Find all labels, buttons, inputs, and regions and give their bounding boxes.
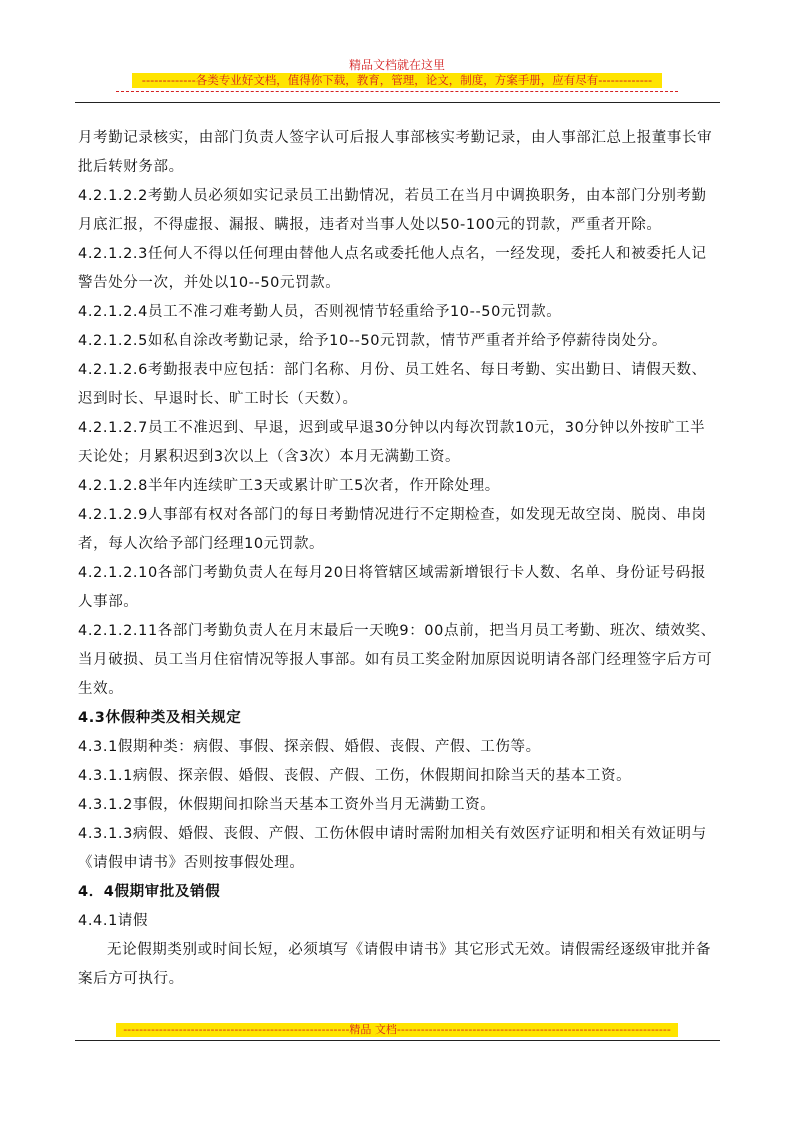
clause-4-2-1-2-8: 4.2.1.2.8半年内连续旷工3天或累计旷工5次者，作开除处理。: [78, 478, 500, 494]
clause-4-3-1-1: 4.3.1.1病假、探亲假、婚假、丧假、产假、工伤，休假期间扣除当天的基本工资。: [78, 768, 632, 784]
footer-banner: ---------------------------------------------------------精品 文档---------------------------------------------------------------------: [116, 1023, 678, 1037]
section-heading-4-3: 4.3休假种类及相关规定: [78, 710, 242, 726]
footer-rule: [75, 1040, 720, 1041]
clause-4-3-1-2: 4.3.1.2事假，休假期间扣除当天基本工资外当月无满勤工资。: [78, 797, 496, 813]
clause-4-2-1-2-6: 4.2.1.2.6考勤报表中应包括：部门名称、月份、员工姓名、每日考勤、实出勤日、请假天数、迟到时长、早退时长、旷工时长（天数）。: [78, 362, 707, 407]
clause-4-2-1-2-4: 4.2.1.2.4员工不准刁难考勤人员，否则视情节轻重给予10--50元罚款。: [78, 304, 562, 320]
paragraph: 月考勤记录核实，由部门负责人签字认可后报人事部核实考勤记录，由人事部汇总上报董事长审批后转财务部。: [78, 130, 713, 175]
clause-4-2-1-2-7: 4.2.1.2.7员工不准迟到、早退，迟到或早退30分钟以内每次罚款10元，30分钟以外按旷工半天论处；月累积迟到3次以上（含3次）本月无满勤工资。: [78, 420, 706, 465]
section-heading-4-4: 4．4假期审批及销假: [78, 884, 221, 900]
header-title: 精品文档就在这里: [348, 58, 445, 72]
clause-4-2-1-2-3: 4.2.1.2.3任何人不得以任何理由替他人点名或委托他人点名，一经发现，委托人和被委托人记警告处分一次，并处以10--50元罚款。: [78, 246, 707, 291]
document-body: [78, 124, 720, 994]
clause-4-2-1-2-10: 4.2.1.2.10各部门考勤负责人在每月20日将管辖区域需新增银行卡人数、名单、身份证号码报人事部。: [78, 565, 706, 610]
subheading-4-4-1: 4.4.1请假: [78, 913, 149, 929]
clause-4-3-1: 4.3.1假期种类：病假、事假、探亲假、婚假、丧假、产假、工伤等。: [78, 739, 541, 755]
header-banner: -------------各类专业好文档，值得你下载，教育，管理，论文，制度，方案手册，应有尽有-------------: [132, 73, 662, 88]
header-rule: [75, 102, 720, 103]
clause-4-3-1-3: 4.3.1.3病假、婚假、丧假、产假、工伤休假申请时需附加相关有效医疗证明和相关有效证明与《请假申请书》否则按事假处理。: [78, 826, 707, 871]
clause-4-2-1-2-5: 4.2.1.2.5如私自涂改考勤记录，给予10--50元罚款，情节严重者并给予停薪待岗处分。: [78, 333, 668, 349]
clause-4-2-1-2-2: 4.2.1.2.2考勤人员必须如实记录员工出勤情况，若员工在当月中调换职务，由本部门分别考勤月底汇报，不得虚报、漏报、瞒报，违者对当事人处以50-100元的罚款，严重者开除。: [78, 188, 707, 233]
paragraph: 无论假期类别或时间长短，必须填写《请假申请书》其它形式无效。请假需经逐级审批并备案后方可执行。: [78, 942, 711, 987]
clause-4-2-1-2-11: 4.2.1.2.11各部门考勤负责人在月末最后一天晚9：00点前，把当月员工考勤、班次、绩效奖、当月破损、员工当月住宿情况等报人事部。如有员工奖金附加原因说明请各部门经理签字后方可生效。: [78, 623, 716, 697]
clause-4-2-1-2-9: 4.2.1.2.9人事部有权对各部门的每日考勤情况进行不定期检查，如发现无故空岗、脱岗、串岗者，每人次给予部门经理10元罚款。: [78, 507, 707, 552]
header-dashed-divider: [116, 91, 678, 92]
